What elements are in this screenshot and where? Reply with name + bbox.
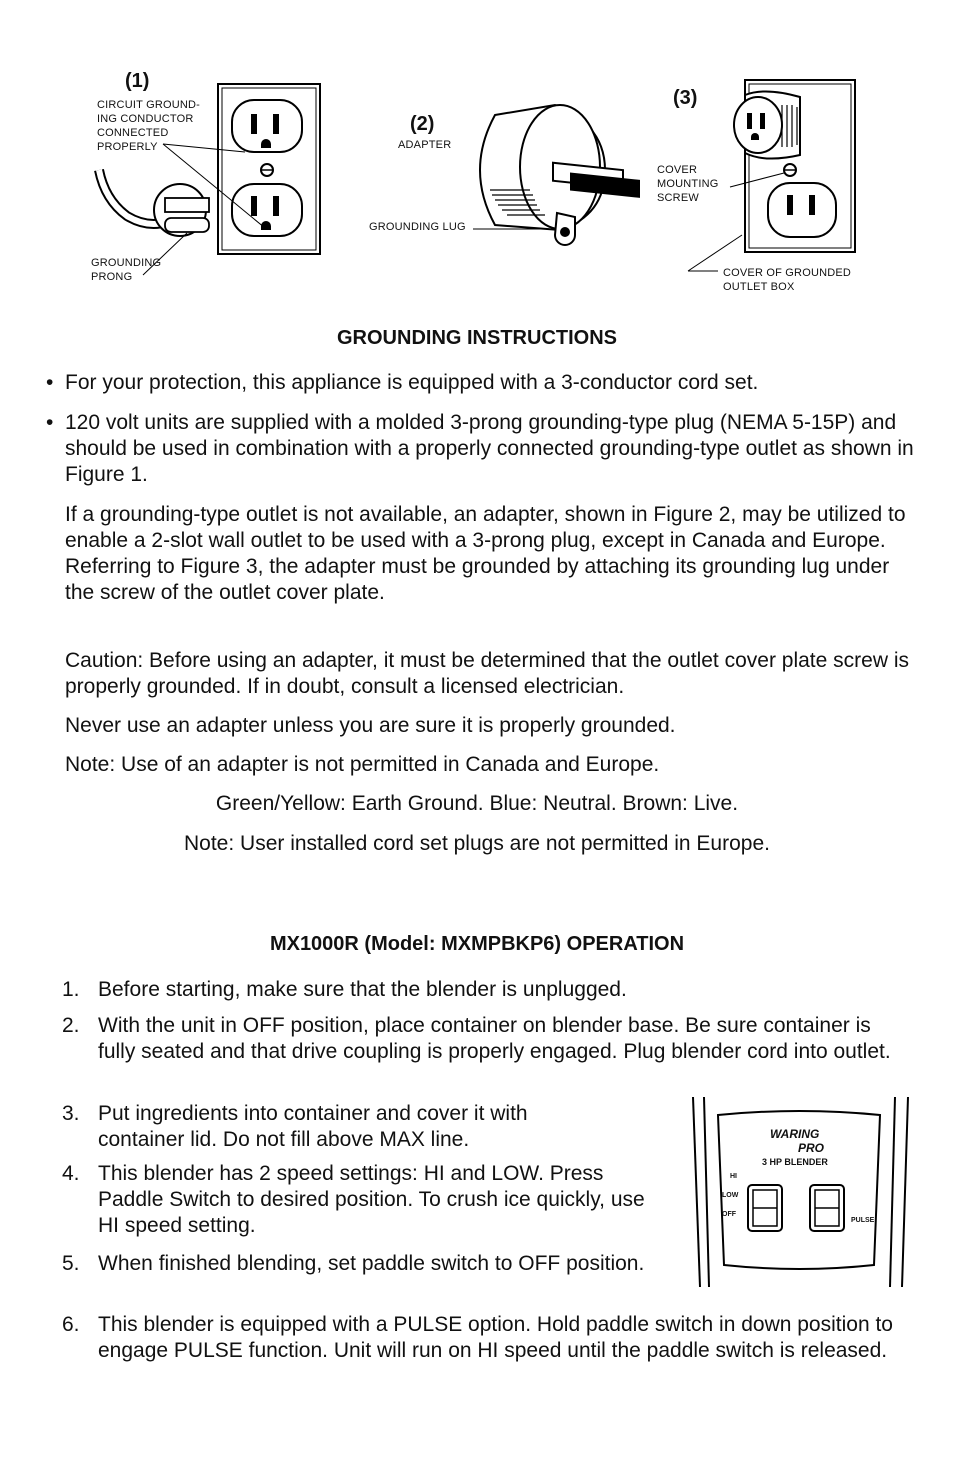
blender-control-panel <box>690 1095 912 1290</box>
grounding-bullet-2: • 120 volt units are supplied with a molded 3-prong grounding-type plug (NEMA 5-15P) and should be used in combination with a properly connected grounding-type outlet as shown in Figure 1. <box>46 411 914 486</box>
panel-brand-pro: PRO <box>798 1141 825 1155</box>
grounding-bullet-1: • For your protection, this appliance is equipped with a 3-conductor cord set. <box>46 371 759 394</box>
operation-step-6: 6. This blender is equipped with a PULSE option. Hold paddle switch in down position to engage PULSE function. Unit will run on HI speed until the paddle switch is released. <box>62 1313 893 1362</box>
operation-title: MX1000R (Model: MXMPBKP6) OPERATION <box>269 933 685 955</box>
figure-1 <box>85 70 335 295</box>
panel-hi-label: HI <box>730 1173 737 1180</box>
outlet-cover-drawing <box>650 75 880 305</box>
operation-step-4: 4. This blender has 2 speed settings: HI and LOW. Press Paddle Switch to desired position. To crush ice quickly, use HI speed setting. <box>62 1162 645 1237</box>
operation-step-3: 3. Put ingredients into container and cover it with container lid. Do not fill above MAX line. <box>62 1102 528 1151</box>
figure-3-number: (3) <box>673 87 698 109</box>
panel-pulse-label: PULSE <box>851 1217 875 1224</box>
cord-plug-note: Note: User installed cord set plugs are not permitted in Europe. <box>184 832 770 855</box>
operation-step-1: 1. Before starting, make sure that the blender is unplugged. <box>62 978 627 1001</box>
wire-colors-note: Green/Yellow: Earth Ground. Blue: Neutral. Brown: Live. <box>215 792 739 815</box>
bullet-dot: • <box>46 371 54 394</box>
figure-1-number: (1) <box>125 70 150 92</box>
grounding-para-never: Never use an adapter unless you are sure it is properly grounded. <box>65 714 676 737</box>
figure-2 <box>365 95 665 255</box>
panel-model: 3 HP BLENDER <box>762 1157 828 1167</box>
label-cover-screw: COVER MOUNTING SCREW <box>657 164 719 204</box>
label-circuit-conductor: CIRCUIT GROUND- ING CONDUCTOR CONNECTED PROPERLY <box>97 99 201 153</box>
label-grounding-prong: GROUNDING PRONG <box>91 257 162 283</box>
operation-step-5: 5. When finished blending, set paddle switch to OFF position. <box>62 1252 645 1275</box>
figure-2-number: (2) <box>410 113 435 135</box>
label-cover-outlet-box: COVER OF GROUNDED OUTLET BOX <box>723 267 852 293</box>
panel-brand: WARING <box>770 1127 820 1141</box>
label-grounding-lug: GROUNDING LUG <box>369 221 466 233</box>
panel-low-label: LOW <box>722 1192 739 1199</box>
grounding-para-adapter: If a grounding-type outlet is not available, an adapter, shown in Figure 2, may be utilized to enable a 2-slot wall outlet to be used with a 3-prong plug, except in Canada and Europe. Referring to Figure 3, the adapter must be grounded by attaching its grounding lug under the screw of the outlet cover plate. <box>65 503 906 604</box>
figure-3 <box>650 75 880 305</box>
panel-off-label: OFF <box>722 1211 736 1218</box>
label-adapter: ADAPTER <box>398 139 452 151</box>
operation-step-2: 2. With the unit in OFF position, place container on blender base. Be sure container is fully seated and that drive coupling is properly engaged. Plug blender cord into outlet. <box>62 1014 891 1063</box>
bullet-dot: • <box>46 411 54 434</box>
outlet-plug-drawing <box>85 70 335 295</box>
adapter-drawing <box>365 95 665 255</box>
grounding-para-caution: Caution: Before using an adapter, it must be determined that the outlet cover plate screw is properly grounded. If in doubt, consult a licensed electrician. <box>65 649 909 698</box>
grounding-para-note: Note: Use of an adapter is not permitted in Canada and Europe. <box>65 753 660 776</box>
grounding-title: GROUNDING INSTRUCTIONS <box>337 327 617 349</box>
